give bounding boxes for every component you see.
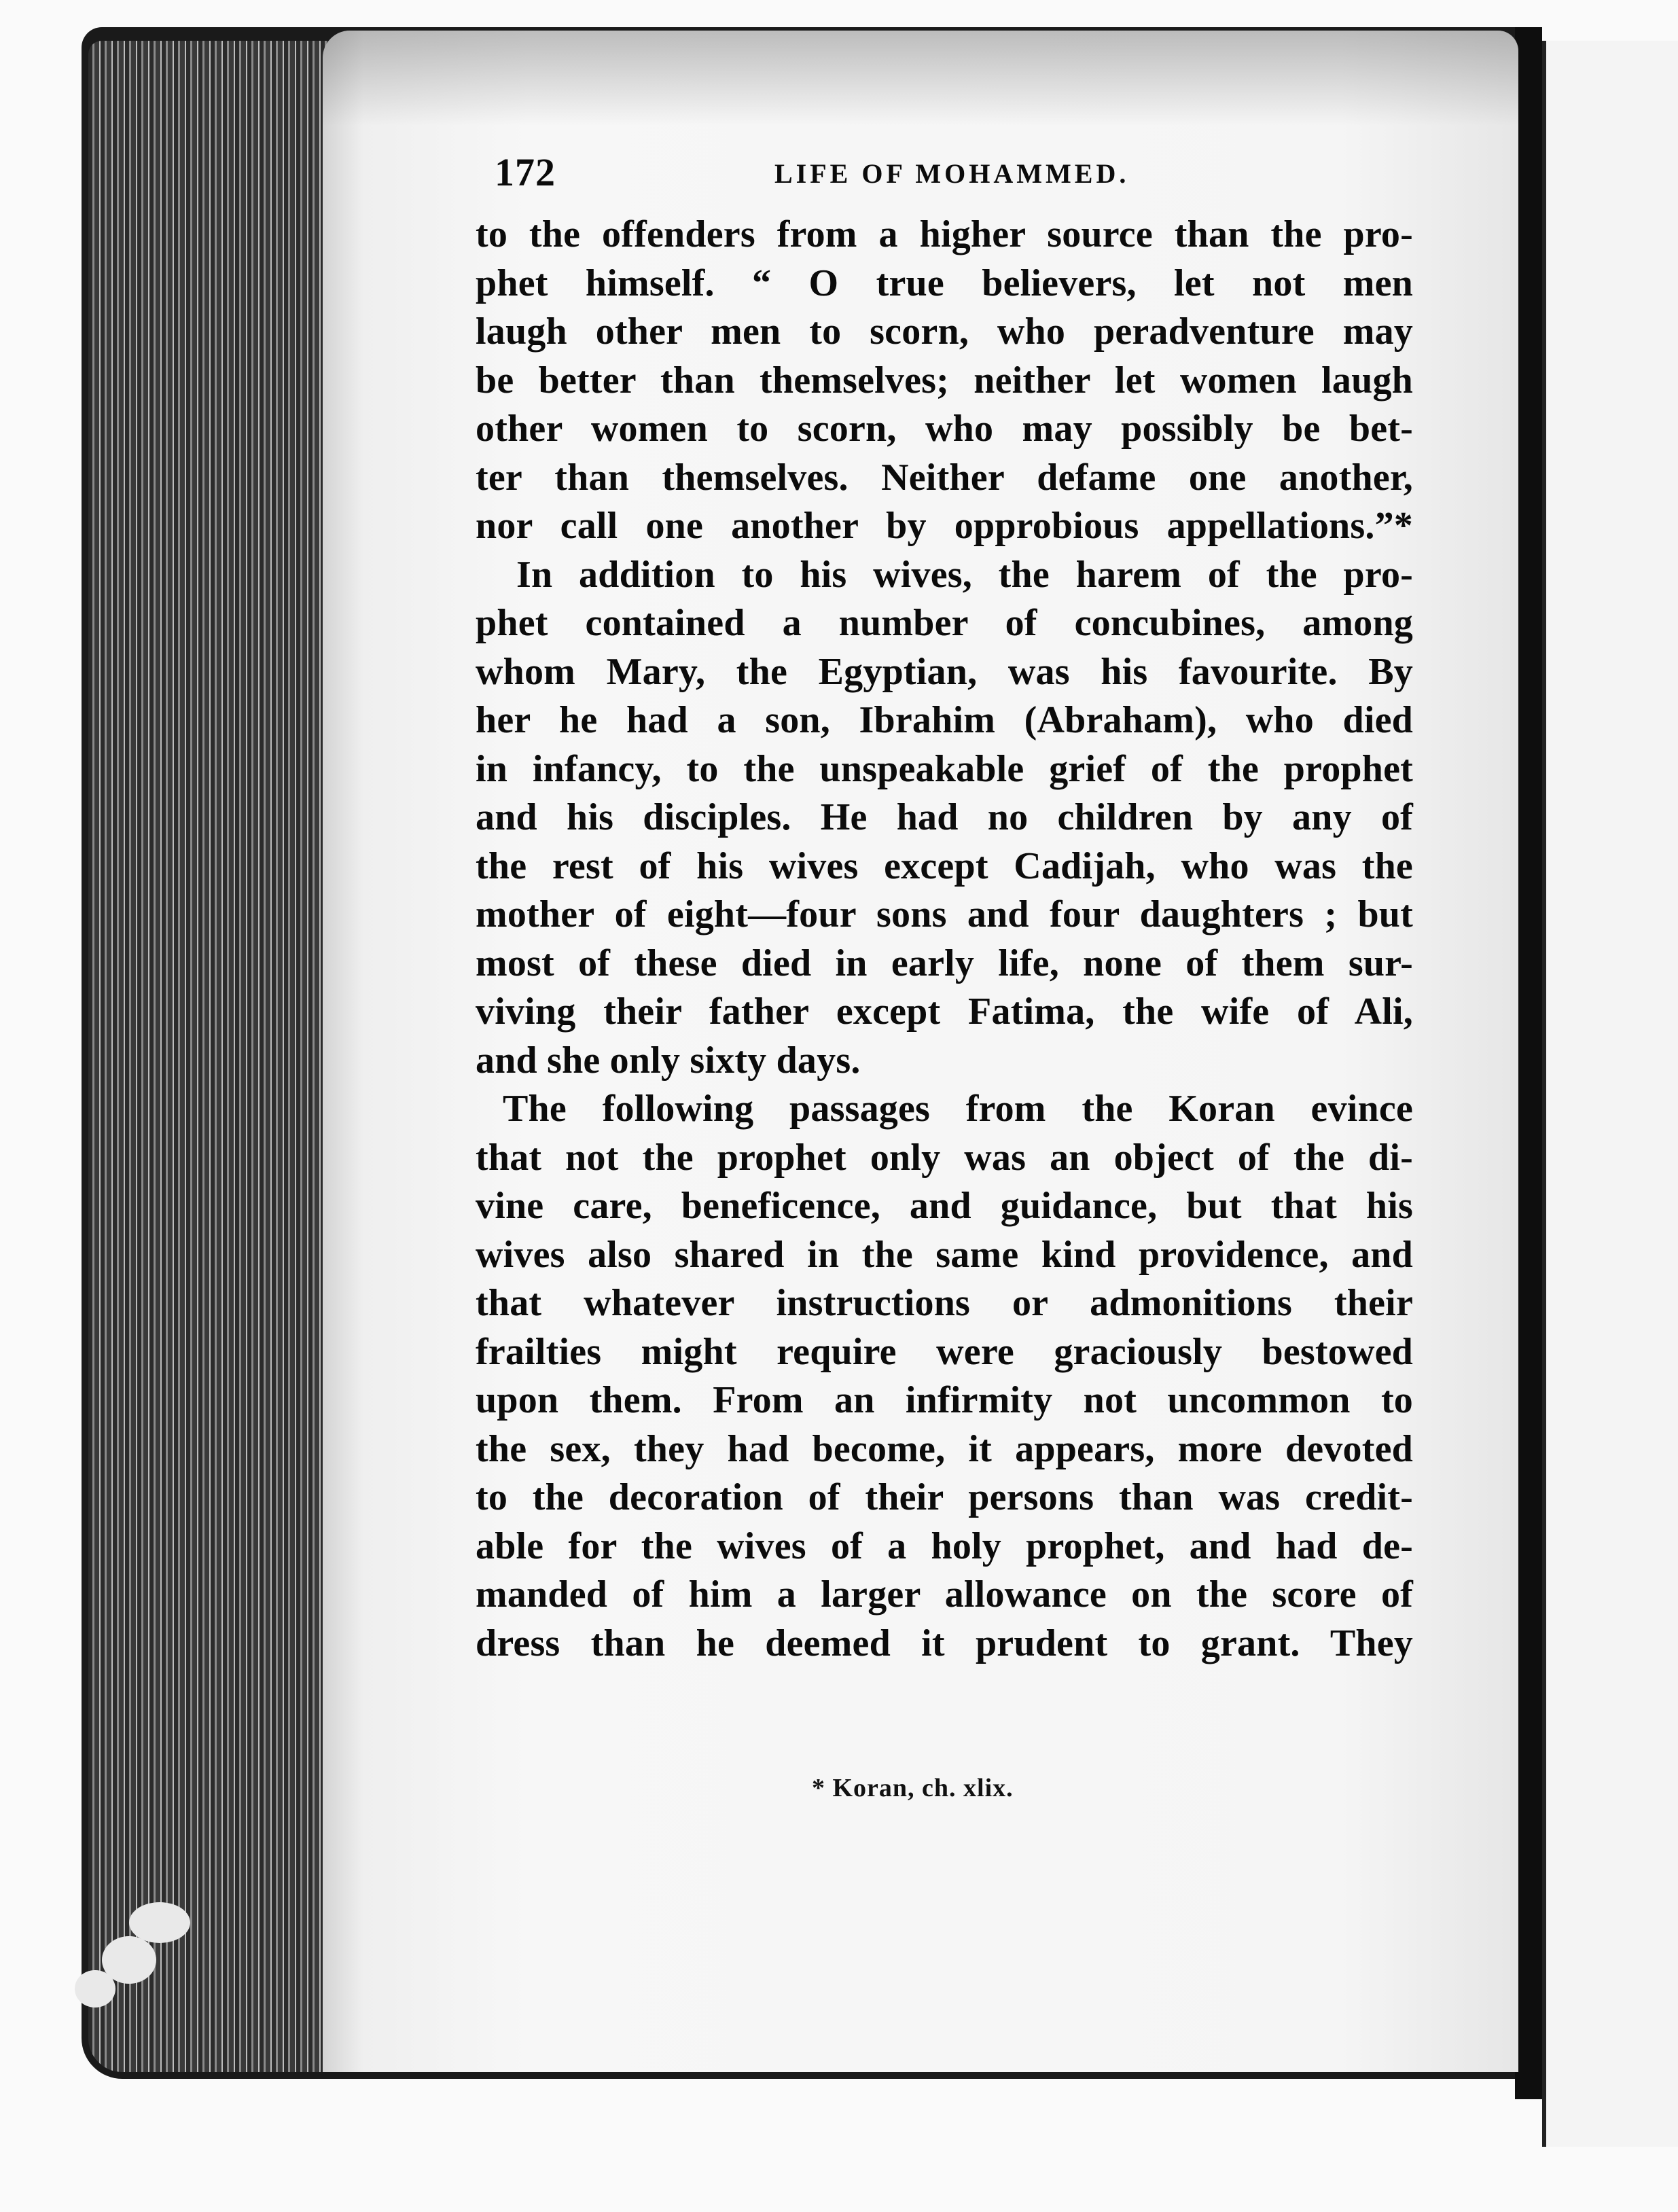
- page-text: [476, 149, 1413, 1668]
- footnote: * Koran, ch. xlix.: [812, 1774, 1014, 1802]
- page-top-shadow: [323, 31, 1518, 126]
- text-line: in infancy, to the unspeakable grief of the prophet: [476, 747, 1413, 790]
- text-line: the rest of his wives except Cadijah, who was the: [476, 844, 1413, 887]
- water-stain: [129, 1902, 190, 1943]
- text-line: nor call one another by opprobious appellations.”*: [476, 505, 1413, 547]
- text-line: frailties might require were graciously bestowed: [476, 1330, 1413, 1373]
- text-line: able for the wives of a holy prophet, and had de-: [476, 1524, 1413, 1567]
- text-line: phet himself. “ O true believers, let not men: [476, 262, 1413, 304]
- text-line: laugh other men to scorn, who peradventure may: [476, 310, 1413, 353]
- text-line: be better than themselves; neither let women laugh: [476, 359, 1413, 402]
- book-gutter: [1515, 27, 1542, 2099]
- text-line: In addition to his wives, the harem of the pro-: [516, 553, 1413, 596]
- text-line: mother of eight—four sons and four daughters ; but: [476, 893, 1413, 935]
- running-title: LIFE OF MOHAMMED.: [774, 158, 1130, 189]
- text-line: viving their father except Fatima, the wife of Ali,: [476, 991, 1413, 1033]
- page-fore-edges: [88, 41, 333, 2072]
- text-line: that whatever instructions or admonitions their: [476, 1282, 1413, 1324]
- text-line: that not the prophet only was an object of the di-: [476, 1136, 1413, 1179]
- text-line: her he had a son, Ibrahim (Abraham), who died: [476, 699, 1413, 741]
- text-line: to the decoration of their persons than was credit-: [476, 1476, 1413, 1518]
- text-line: and she only sixty days.: [476, 1039, 861, 1082]
- text-line: upon them. From an infirmity not uncommon to: [476, 1379, 1413, 1421]
- text-line: phet contained a number of concubines, among: [476, 602, 1413, 644]
- text-line: whom Mary, the Egyptian, was his favourite. By: [476, 650, 1413, 693]
- text-line: ter than themselves. Neither defame one another,: [476, 456, 1413, 499]
- running-head: [476, 149, 1413, 211]
- text-line: manded of him a larger allowance on the score of: [476, 1573, 1413, 1616]
- text-line: most of these died in early life, none of them sur-: [476, 942, 1413, 984]
- text-line: The following passages from the Koran evince: [503, 1088, 1413, 1130]
- text-line: the sex, they had become, it appears, more devoted: [476, 1427, 1413, 1470]
- text-line: and his disciples. He had no children by any of: [476, 796, 1413, 838]
- facing-page-edge: [1542, 41, 1678, 2147]
- text-line: wives also shared in the same kind providence, and: [476, 1233, 1413, 1276]
- text-line: dress than he deemed it prudent to grant. They: [476, 1622, 1413, 1664]
- water-stain: [75, 1970, 115, 2008]
- text-line: to the offenders from a higher source than the pro-: [476, 213, 1413, 255]
- text-line: other women to scorn, who may possibly be bet-: [476, 408, 1413, 450]
- page-number: 172: [495, 150, 556, 194]
- text-line: vine care, beneficence, and guidance, but that his: [476, 1185, 1413, 1227]
